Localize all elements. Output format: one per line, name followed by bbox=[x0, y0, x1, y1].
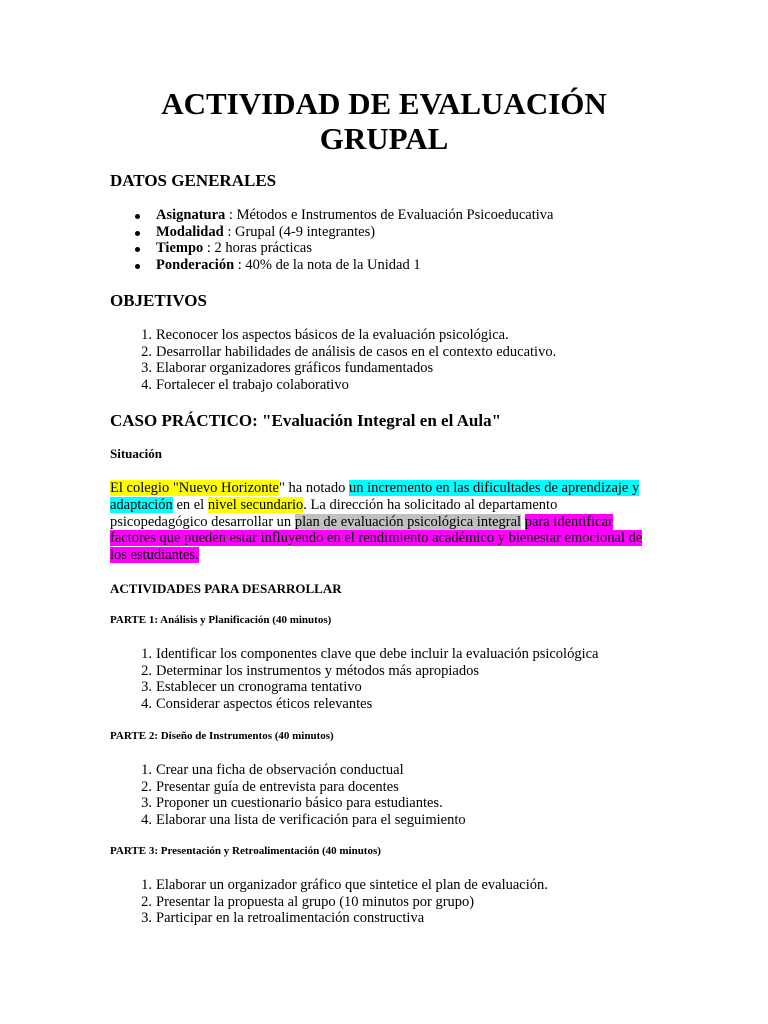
list-item bbox=[110, 240, 553, 257]
title-line-1: ACTIVIDAD DE EVALUACIÓN bbox=[161, 86, 607, 121]
list-item bbox=[110, 257, 553, 274]
item-value: : Métodos e Instrumentos de Evaluación Psicoeducativa bbox=[225, 207, 554, 223]
highlight-magenta-text: para identificar factores que pueden estar influyendo en el rendimiento académico y bienestar emocional de los estudiantes. bbox=[110, 513, 643, 564]
list-item: 3. Proponer un cuestionario básico para estudiantes. bbox=[141, 795, 443, 812]
list-item bbox=[110, 224, 553, 241]
highlight-cyan-text: un incremento en las dificultades de aprendizaje y adaptación bbox=[110, 480, 640, 513]
list-item: 1. Identificar los componentes clave que debe incluir la evaluación psicológica bbox=[141, 646, 599, 662]
parte-2-heading: PARTE 2: Diseño de Instrumentos (40 minutos) bbox=[110, 730, 334, 742]
item-text: Proponer un cuestionario básico para estudiantes. bbox=[156, 795, 443, 812]
item-value: : Grupal (4-9 integrantes) bbox=[223, 223, 376, 240]
item-value: : 40% de la nota de la Unidad 1 bbox=[234, 257, 421, 274]
item-label: Asignatura bbox=[156, 207, 226, 223]
item-text: Determinar los instrumentos y métodos más apropiados bbox=[156, 662, 479, 679]
item-text: Desarrollar habilidades de análisis de casos en el contexto educativo. bbox=[156, 343, 557, 360]
document-title bbox=[0, 86, 768, 156]
item-text: Crear una ficha de observación conductual bbox=[156, 762, 404, 778]
parte-1-heading: PARTE 1: Análisis y Planificación (40 minutos) bbox=[110, 614, 332, 626]
item-text: Elaborar una lista de verificación para el seguimiento bbox=[156, 812, 466, 829]
parte-3-heading: PARTE 3: Presentación y Retroalimentación (40 minutos) bbox=[110, 845, 381, 857]
list-item: 3. Participar en la retroalimentación constructiva bbox=[141, 910, 425, 927]
item-text: Participar en la retroalimentación constructiva bbox=[156, 910, 425, 927]
item-text: Presentar guía de entrevista para docentes bbox=[156, 778, 399, 795]
list-item: 1. Elaborar un organizador gráfico que sintetice el plan de evaluación. bbox=[141, 877, 548, 893]
item-text: Considerar aspectos éticos relevantes bbox=[156, 696, 373, 713]
datos-generales-list bbox=[110, 207, 553, 274]
item-text: Presentar la propuesta al grupo (10 minutos por grupo) bbox=[156, 893, 475, 910]
list-item: 1. Reconocer los aspectos básicos de la evaluación psicológica. bbox=[141, 327, 509, 343]
paragraph-text: " ha notado bbox=[279, 480, 349, 496]
list-item: 2. Presentar guía de entrevista para docentes bbox=[141, 778, 399, 795]
item-label: Ponderación bbox=[156, 257, 235, 274]
situacion-paragraph bbox=[110, 480, 650, 564]
list-item: 4. Considerar aspectos éticos relevantes bbox=[141, 696, 373, 713]
paragraph-text: en el bbox=[172, 496, 208, 513]
list-item: 4. Elaborar una lista de verificación para el seguimiento bbox=[141, 812, 466, 829]
list-item: 2. Desarrollar habilidades de análisis de casos en el contexto educativo. bbox=[141, 343, 557, 360]
list-item bbox=[110, 207, 553, 224]
item-text: Reconocer los aspectos básicos de la evaluación psicológica. bbox=[156, 327, 509, 343]
item-text: Establecer un cronograma tentativo bbox=[156, 679, 362, 696]
objetivos-list bbox=[110, 327, 556, 394]
list-item: 4. Fortalecer el trabajo colaborativo bbox=[141, 377, 349, 394]
parte-2-list bbox=[110, 762, 466, 829]
item-text: Identificar los componentes clave que debe incluir la evaluación psicológica bbox=[156, 646, 599, 662]
parte-3-list bbox=[110, 877, 548, 927]
highlight-gray-text: plan de evaluación psicológica integral bbox=[294, 513, 522, 530]
item-text: Elaborar un organizador gráfico que sintetice el plan de evaluación. bbox=[156, 877, 548, 893]
situacion-heading: Situación bbox=[110, 446, 163, 461]
title-line-2: GRUPAL bbox=[319, 121, 449, 156]
objetivos-heading: OBJETIVOS bbox=[110, 291, 207, 310]
list-item: 3. Establecer un cronograma tentativo bbox=[141, 679, 362, 696]
actividades-heading: ACTIVIDADES PARA DESARROLLAR bbox=[110, 581, 342, 596]
highlight-yellow-text: nivel secundario bbox=[207, 496, 304, 513]
paragraph-text: . La dirección ha solicitado al departamento psicopedagógico desarrollar un bbox=[110, 496, 558, 530]
item-text: Elaborar organizadores gráficos fundamentados bbox=[156, 360, 434, 377]
item-label: Modalidad bbox=[156, 223, 224, 240]
list-item: 3. Elaborar organizadores gráficos fundamentados bbox=[141, 360, 434, 377]
list-item: 2. Presentar la propuesta al grupo (10 minutos por grupo) bbox=[141, 893, 475, 910]
datos-generales-heading: DATOS GENERALES bbox=[110, 171, 277, 190]
item-value: : 2 horas prácticas bbox=[203, 240, 312, 257]
highlight-yellow-text: El colegio "Nuevo Horizonte bbox=[110, 480, 279, 496]
list-item: 1. Crear una ficha de observación conductual bbox=[141, 762, 404, 778]
caso-practico-heading: CASO PRÁCTICO: "Evaluación Integral en el Aula" bbox=[110, 411, 502, 430]
parte-1-list bbox=[110, 646, 598, 713]
item-text: Fortalecer el trabajo colaborativo bbox=[156, 377, 349, 394]
list-item: 2. Determinar los instrumentos y métodos más apropiados bbox=[141, 662, 479, 679]
item-label: Tiempo bbox=[156, 240, 204, 257]
